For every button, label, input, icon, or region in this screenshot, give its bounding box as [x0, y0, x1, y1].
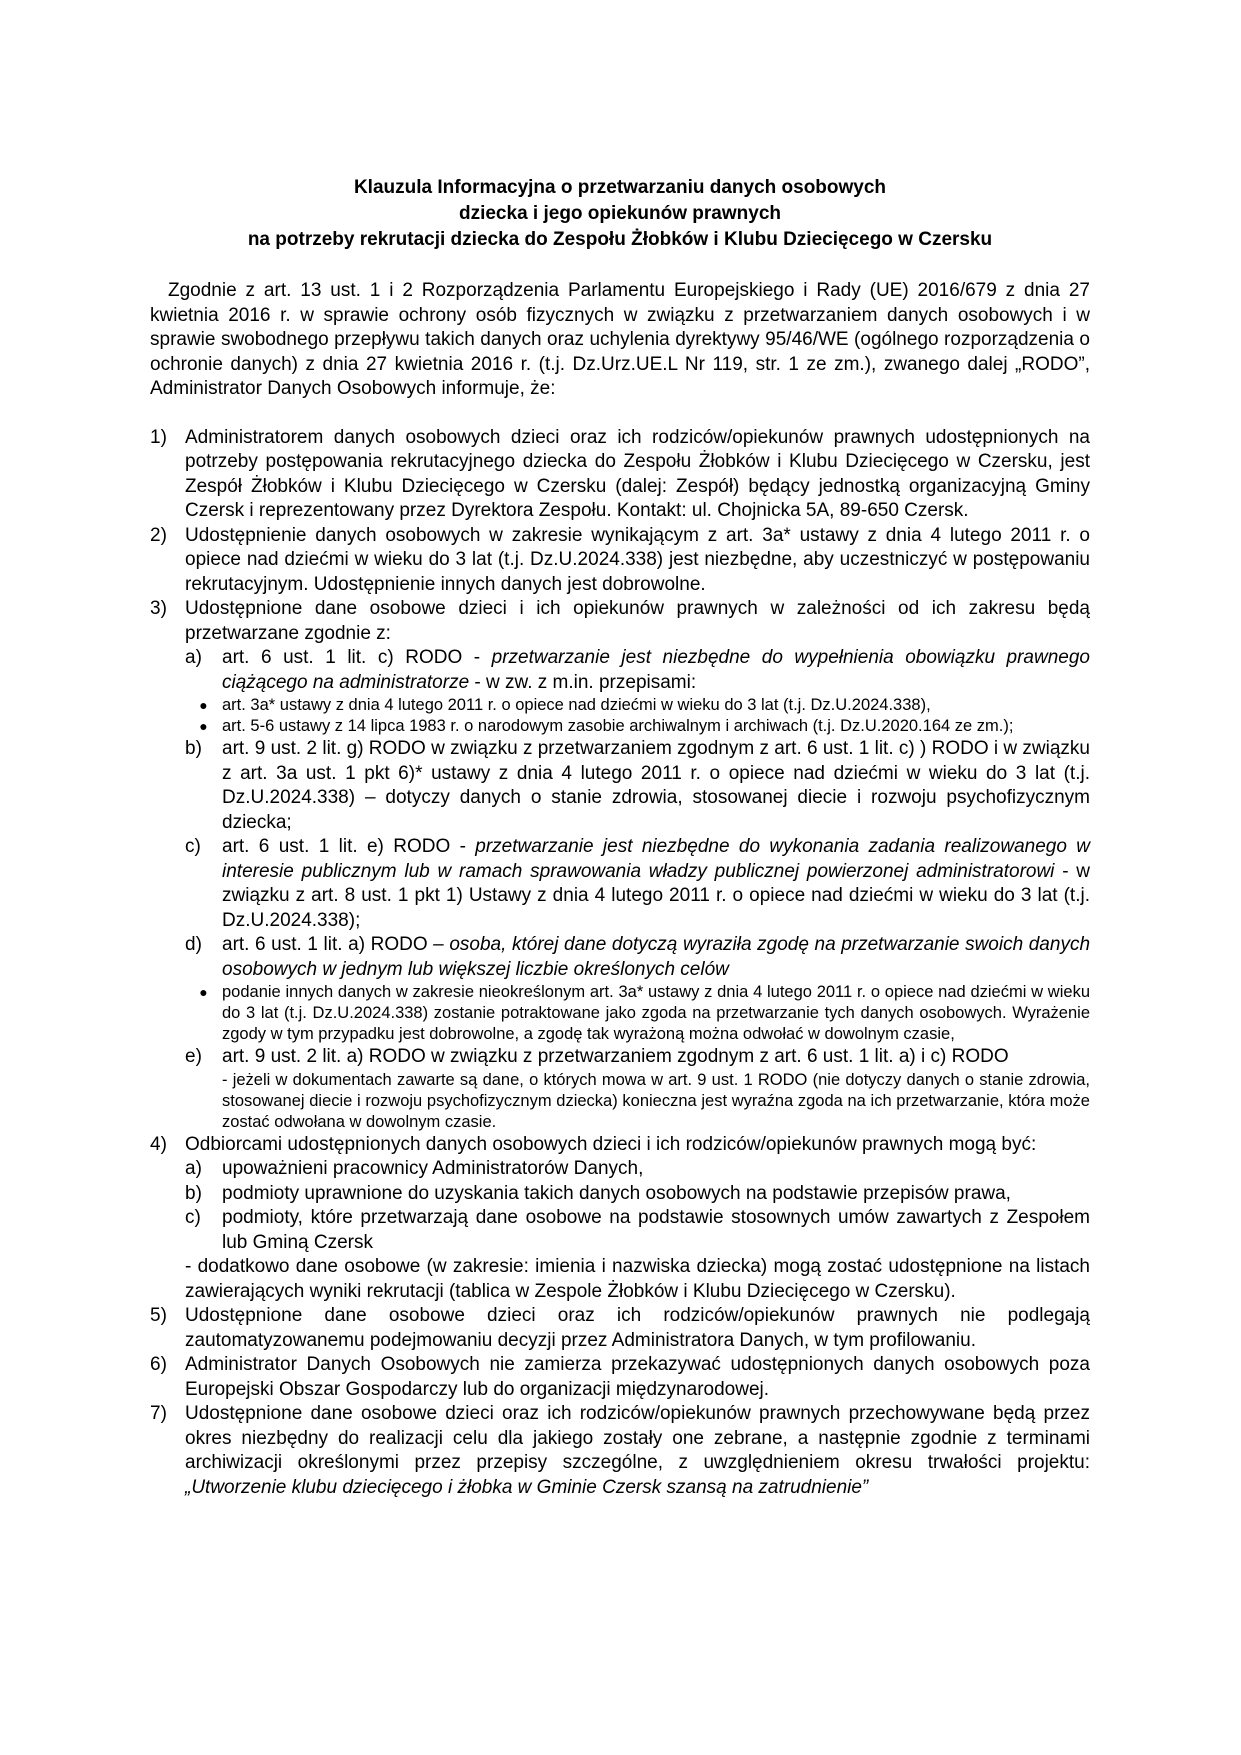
- sub-text: art. 6 ust. 1 lit. a) RODO –: [222, 934, 444, 955]
- item-text: Udostępnione dane osobowe dzieci oraz ich rodziców/opiekunów prawnych nie podlegają zautomatyzowanemu podejmowaniu decyzji przez Administratora Danych, w tym profilowaniu.: [185, 1305, 1090, 1351]
- sub-item: [185, 1182, 1090, 1207]
- bullet-item: [185, 716, 1090, 737]
- item-text: Odbiorcami udostępnionych danych osobowych dzieci i ich rodziców/opiekunów prawnych mogą być:: [185, 1133, 1037, 1155]
- bullet-text: art. 5-6 ustawy z 14 lipca 1983 r. o narodowym zasobie archiwalnym i archiwach (t.j. Dz.U.2020.164 ze zm.);: [222, 717, 1014, 735]
- sub-item: [185, 1045, 1090, 1133]
- item-number: 6): [150, 1354, 167, 1375]
- list-item: [150, 1353, 1090, 1402]
- bullet-item: [185, 982, 1090, 1045]
- item-number: 1): [150, 426, 167, 448]
- item-text: Udostępnione dane osobowe dzieci i ich opiekunów prawnych w zależności od ich zakresu będą przetwarzane zgodnie z:: [185, 598, 1090, 644]
- list-item: [150, 597, 1090, 1133]
- sub-letter: a): [185, 647, 202, 668]
- sub-text: art. 6 ust. 1 lit. e) RODO -: [222, 836, 466, 857]
- item-text: Administratorem danych osobowych dzieci oraz ich rodziców/opiekunów prawnych udostępnionych na potrzeby postępowania rekrutacyjnego dziecka do Zespołu Żłobków i Klubu Dziecięcego w Czersku, jest Zespół Żłobków i Klubu Dziecięcego w Czersku (dalej: Zespół) będący jednostką organizacyjną Gminy Czersk i reprezentowany przez Dyrektora Zespołu. Kontakt: ul. Chojnicka 5A, 89-650 Czersk.: [185, 426, 1090, 521]
- sub-letter: e): [185, 1046, 202, 1067]
- list-item: [150, 1133, 1090, 1305]
- item-number: 5): [150, 1305, 167, 1326]
- sub-letter: b): [185, 1182, 202, 1204]
- list-item: [150, 1402, 1090, 1500]
- title-line-3: na potrzeby rekrutacji dziecka do Zespołu Żłobków i Klubu Dziecięcego w Czersku: [247, 229, 993, 250]
- document-title: [150, 175, 1090, 253]
- bullet-icon: ●: [199, 984, 208, 1000]
- item-text: Udostępnienie danych osobowych w zakresie wynikającym z art. 3a* ustawy z dnia 4 lutego 2011 r. o opiece nad dziećmi w wieku do 3 lat (t.j. Dz.U.2024.338) jest niezbędne, aby uczestniczyć w postępowaniu rekrutacyjnym. Udostępnienie innych danych jest dobrowolne.: [185, 524, 1090, 595]
- list-item: [150, 524, 1090, 598]
- item-text: Udostępnione dane osobowe dzieci oraz ich rodziców/opiekunów prawnych przechowywane będą przez okres niezbędny do realizacji celu dla jakiego zostały one zebrane, a następnie zgodnie z terminami archiwizacji określonymi przez przepisy szczególne, z uwzględnieniem okresu trwałości projektu:: [185, 1403, 1090, 1473]
- sub-text: art. 9 ust. 2 lit. a) RODO w związku z przetwarzaniem zgodnym z art. 6 ust. 1 lit. a) i c) RODO: [222, 1046, 1009, 1067]
- item-number: 4): [150, 1133, 167, 1155]
- sub-text: podmioty uprawnione do uzyskania takich danych osobowych na podstawie przepisów prawa,: [222, 1182, 1011, 1204]
- bullet-icon: ●: [199, 697, 208, 713]
- sub-item: [185, 737, 1090, 835]
- sub-item: [185, 835, 1090, 933]
- item-text: Administrator Danych Osobowych nie zamierza przekazywać udostępnionych danych osobowych poza Europejski Obszar Gospodarczy lub do organizacji międzynarodowej.: [185, 1354, 1090, 1400]
- sub-text: - w zw. z m.in. przepisami:: [474, 671, 697, 693]
- sub-item: [185, 1206, 1090, 1255]
- item-extra-note: - dodatkowo dane osobowe (w zakresie: imienia i nazwiska dziecka) mogą zostać udostępnione na listach zawierających wyniki rekrutacji (tablica w Zespole Żłobków i Klubu Dziecięcego w Czersku).: [185, 1256, 1090, 1302]
- sub-item: [185, 1157, 1090, 1182]
- sub-letter: c): [185, 1207, 201, 1228]
- item-number: 2): [150, 524, 167, 546]
- numbered-list: [150, 426, 1090, 1501]
- sub-italic-text: osoba, której dane dotyczą wyraziła zgodę na przetwarzanie swoich danych osobowych w jednym lub większej liczbie określonych celów: [222, 934, 1091, 980]
- sub-italic-text: przetwarzanie jest niezbędne do wykonania zadania realizowanego w interesie publicznym lub w ramach sprawowania władzy publicznej powierzonej administratorowi: [222, 836, 1091, 882]
- list-item: [150, 426, 1090, 524]
- sub-letter: b): [185, 738, 202, 759]
- sub-text: art. 9 ust. 2 lit. g) RODO w związku z przetwarzaniem zgodnym z art. 6 ust. 1 lit. c) ) RODO i w związku z art. 3a ust. 1 pkt 6)* ustawy z dnia 4 lutego 2011 r. o opiece nad dziećmi w wieku do 3 lat (t.j. Dz.U.2024.338) – dotyczy danych o stanie zdrowia, stosowanej diecie i rozwoju psychofizycznym dziecka;: [222, 738, 1090, 833]
- bullet-text: art. 3a* ustawy z dnia 4 lutego 2011 r. o opiece nad dziećmi w wieku do 3 lat (t.j. Dz.U.2024.338),: [222, 696, 931, 714]
- document-page: [150, 175, 1090, 1500]
- title-line-2: dziecka i jego opiekunów prawnych: [458, 203, 782, 224]
- sub-text: podmioty, które przetwarzają dane osobowe na podstawie stosownych umów zawartych z Zespołem lub Gminą Czersk: [222, 1207, 1090, 1253]
- sub-item: [185, 933, 1090, 982]
- title-line-1: Klauzula Informacyjna o przetwarzaniu danych osobowych: [353, 177, 887, 198]
- item-italic-text: „Utworzenie klubu dziecięcego i żłobka w Gminie Czersk szansą na zatrudnienie”: [185, 1476, 869, 1498]
- item-number: 3): [150, 598, 167, 619]
- sub-letter: d): [185, 934, 202, 955]
- sub-italic-text: przetwarzanie jest niezbędne do wypełnienia obowiązku prawnego ciążącego na administratorze: [222, 647, 1090, 693]
- item-number: 7): [150, 1403, 167, 1424]
- bullet-item: [185, 695, 1090, 716]
- sub-text-small: - jeżeli w dokumentach zawarte są dane, o których mowa w art. 9 ust. 1 RODO (nie dotyczy danych o stanie zdrowia, stosowanej diecie i rozwoju psychofizycznym dziecka) konieczna jest wyraźna zgoda na ich przetwarzanie, która może zostać odwołana w dowolnym czasie.: [222, 1070, 1090, 1131]
- bullet-text: podanie innych danych w zakresie nieokreślonym art. 3a* ustawy z dnia 4 lutego 2011 r. o opiece nad dziećmi w wieku do 3 lat (t.j. Dz.U.2024.338) zostanie potraktowane jako zgoda na przetwarzanie tych danych osobowych. Wyrażenie zgody w tym przypadku jest dobrowolne, a zgodę tak wyrażoną można odwołać w dowolnym czasie,: [222, 983, 1090, 1043]
- sub-text: - w związku z art. 8 ust. 1 pkt 1) Ustawy z dnia 4 lutego 2011 r. o opiece nad dziećmi w wieku do 3 lat (t.j. Dz.U.2024.338);: [222, 860, 1091, 931]
- sub-text: art. 6 ust. 1 lit. c) RODO -: [222, 647, 481, 668]
- sub-text: upoważnieni pracownicy Administratorów Danych,: [222, 1158, 644, 1179]
- sub-letter: c): [185, 836, 201, 857]
- bullet-icon: ●: [199, 718, 208, 734]
- sub-item: [185, 646, 1090, 695]
- intro-paragraph: Zgodnie z art. 13 ust. 1 i 2 Rozporządzenia Parlamentu Europejskiego i Rady (UE) 2016/679 z dnia 27 kwietnia 2016 r. w sprawie ochrony osób fizycznych w związku z przetwarzaniem danych osobowych i w sprawie swobodnego przepływu takich danych oraz uchylenia dyrektywy 95/46/WE (ogólnego rozporządzenia o ochronie danych) z dnia 27 kwietnia 2016 r. (t.j. Dz.Urz.UE.L Nr 119, str. 1 ze zm.), zwanego dalej „RODO”, Administrator Danych Osobowych informuje, że:: [150, 280, 1090, 399]
- sub-letter: a): [185, 1158, 202, 1179]
- list-item: [150, 1304, 1090, 1353]
